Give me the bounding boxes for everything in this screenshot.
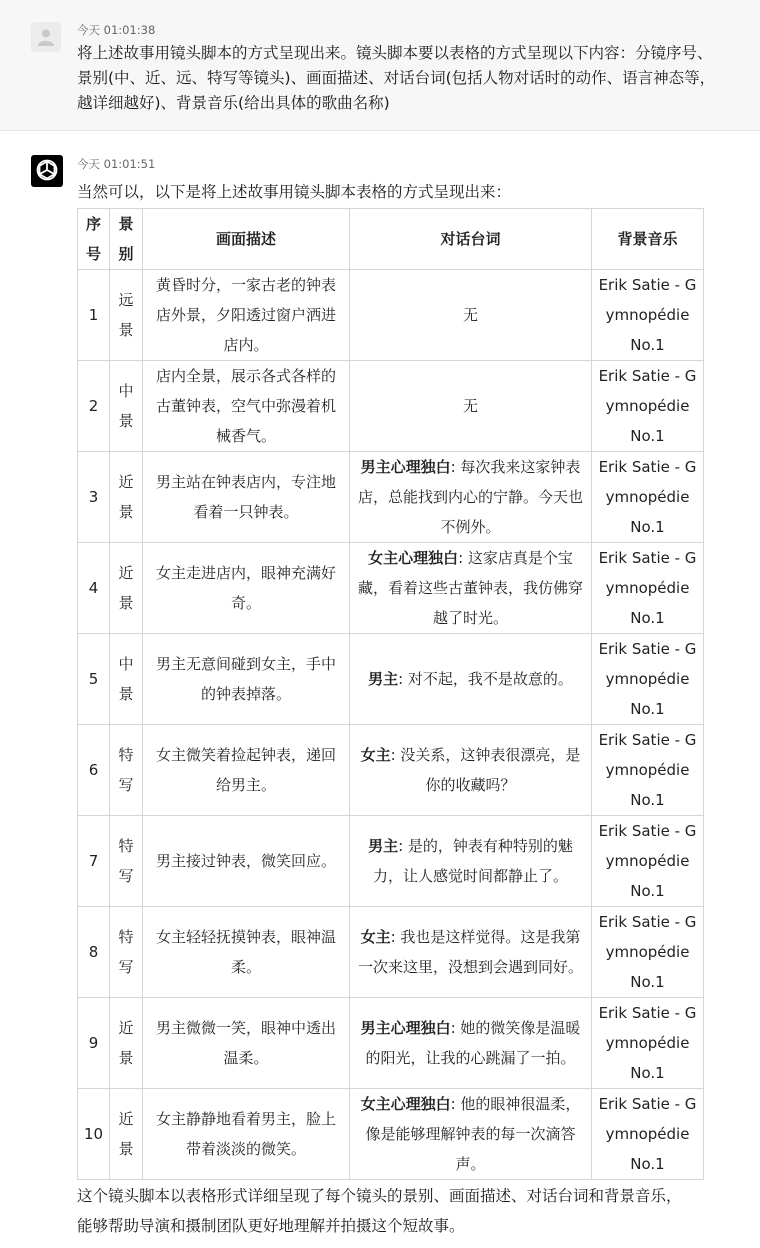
cell-shot: 特写 bbox=[110, 907, 143, 998]
cell-seq: 8 bbox=[78, 907, 110, 998]
cell-shot: 近景 bbox=[110, 452, 143, 543]
speaker: 男主 bbox=[368, 670, 399, 688]
dialog-line: 无 bbox=[462, 306, 478, 324]
cell-music: Erik Satie - Gymnopédie No.1 bbox=[592, 634, 704, 725]
cell-music: Erik Satie - Gymnopédie No.1 bbox=[592, 907, 704, 998]
cell-seq: 3 bbox=[78, 452, 110, 543]
shot-script-table bbox=[77, 208, 704, 1180]
cell-music: Erik Satie - Gymnopédie No.1 bbox=[592, 1089, 704, 1180]
speaker: 女主心理独白 bbox=[368, 549, 459, 567]
dialog-line: : 他的眼神很温柔，像是能够理解钟表的每一次滴答声。 bbox=[365, 1095, 581, 1173]
cell-dialog bbox=[350, 634, 592, 725]
cell-seq: 6 bbox=[78, 725, 110, 816]
assistant-avatar bbox=[31, 155, 63, 187]
cell-desc: 男主无意间碰到女主，手中的钟表掉落。 bbox=[143, 634, 350, 725]
cell-shot: 近景 bbox=[110, 1089, 143, 1180]
cell-desc: 女主微笑着捡起钟表，递回给男主。 bbox=[143, 725, 350, 816]
cell-music: Erik Satie - Gymnopédie No.1 bbox=[592, 816, 704, 907]
speaker: 女主 bbox=[360, 928, 391, 946]
cell-desc: 女主静静地看着男主，脸上带着淡淡的微笑。 bbox=[143, 1089, 350, 1180]
dialog-line: : 对不起，我不是故意的。 bbox=[398, 670, 573, 688]
cell-shot: 特写 bbox=[110, 725, 143, 816]
header-seq: 序号 bbox=[78, 209, 110, 270]
table-row bbox=[78, 907, 704, 998]
cell-desc: 男主微微一笑，眼神中透出温柔。 bbox=[143, 998, 350, 1089]
user-icon bbox=[38, 28, 54, 46]
cell-desc: 男主站在钟表店内，专注地看着一只钟表。 bbox=[143, 452, 350, 543]
dialog-line: : 我也是这样觉得。这是我第一次来这里，没想到会遇到同好。 bbox=[357, 928, 583, 976]
cell-dialog bbox=[350, 361, 592, 452]
cell-shot: 远景 bbox=[110, 270, 143, 361]
cell-music: Erik Satie - Gymnopédie No.1 bbox=[592, 452, 704, 543]
dialog-line: : 没关系，这钟表很漂亮，是你的收藏吗？ bbox=[390, 746, 581, 794]
assistant-message bbox=[0, 131, 760, 1248]
cell-dialog bbox=[350, 907, 592, 998]
table-row bbox=[78, 543, 704, 634]
dialog-line: : 这家店真是个宝藏，看着这些古董钟表，我仿佛穿越了时光。 bbox=[357, 549, 583, 627]
user-message bbox=[0, 0, 760, 131]
table-row bbox=[78, 1089, 704, 1180]
cell-music: Erik Satie - Gymnopédie No.1 bbox=[592, 543, 704, 634]
table-header-row bbox=[78, 209, 704, 270]
cell-shot: 中景 bbox=[110, 634, 143, 725]
table-row bbox=[78, 634, 704, 725]
user-timestamp: 今天 01:01:38 bbox=[77, 23, 156, 37]
speaker: 女主心理独白 bbox=[360, 1095, 451, 1113]
table-row bbox=[78, 452, 704, 543]
cell-seq: 2 bbox=[78, 361, 110, 452]
cell-seq: 4 bbox=[78, 543, 110, 634]
cell-shot: 近景 bbox=[110, 543, 143, 634]
speaker: 男主 bbox=[368, 837, 399, 855]
cell-shot: 特写 bbox=[110, 816, 143, 907]
table-row bbox=[78, 270, 704, 361]
cell-seq: 5 bbox=[78, 634, 110, 725]
cell-seq: 1 bbox=[78, 270, 110, 361]
speaker: 女主 bbox=[360, 746, 391, 764]
header-music: 背景音乐 bbox=[592, 209, 704, 270]
speaker: 男主心理独白 bbox=[360, 1019, 451, 1037]
dialog-line: : 她的微笑像是温暖的阳光，让我的心跳漏了一拍。 bbox=[365, 1019, 581, 1067]
cell-dialog bbox=[350, 816, 592, 907]
table-row bbox=[78, 361, 704, 452]
user-avatar bbox=[31, 22, 61, 52]
header-desc: 画面描述 bbox=[143, 209, 350, 270]
cell-shot: 中景 bbox=[110, 361, 143, 452]
cell-seq: 7 bbox=[78, 816, 110, 907]
cell-dialog bbox=[350, 1089, 592, 1180]
cell-dialog bbox=[350, 998, 592, 1089]
table-row bbox=[78, 725, 704, 816]
dialog-line: : 是的，钟表有种特别的魅力，让人感觉时间都静止了。 bbox=[372, 837, 573, 885]
cell-dialog bbox=[350, 452, 592, 543]
cell-desc: 黄昏时分，一家古老的钟表店外景，夕阳透过窗户洒进店内。 bbox=[143, 270, 350, 361]
cell-dialog bbox=[350, 725, 592, 816]
cell-music: Erik Satie - Gymnopédie No.1 bbox=[592, 998, 704, 1089]
cell-desc: 店内全景，展示各式各样的古董钟表，空气中弥漫着机械香气。 bbox=[143, 361, 350, 452]
cell-desc: 女主轻轻抚摸钟表，眼神温柔。 bbox=[143, 907, 350, 998]
openai-logo-icon bbox=[34, 158, 60, 184]
dialog-line: 无 bbox=[462, 397, 478, 415]
speaker: 男主心理独白 bbox=[360, 458, 451, 476]
assistant-outro: 这个镜头脚本以表格形式详细呈现了每个镜头的景别、画面描述、对话台词和背景音乐，能够帮助导演和摄制团队更好地理解并拍摄这个短故事。 bbox=[77, 1187, 682, 1235]
cell-seq: 9 bbox=[78, 998, 110, 1089]
cell-music: Erik Satie - Gymnopédie No.1 bbox=[592, 270, 704, 361]
header-dialog: 对话台词 bbox=[350, 209, 592, 270]
cell-shot: 近景 bbox=[110, 998, 143, 1089]
cell-desc: 男主接过钟表，微笑回应。 bbox=[143, 816, 350, 907]
cell-music: Erik Satie - Gymnopédie No.1 bbox=[592, 361, 704, 452]
header-shot: 景别 bbox=[110, 209, 143, 270]
cell-dialog bbox=[350, 543, 592, 634]
user-message-text: 将上述故事用镜头脚本的方式呈现出来。镜头脚本要以表格的方式呈现以下内容：分镜序号、景别(中、近、远、特写等镜头)、画面描述、对话台词(包括人物对话时的动作、语言神态等，越详细越好)、背景音乐(给出具体的歌曲名称) bbox=[77, 44, 716, 112]
assistant-timestamp: 今天 01:01:51 bbox=[77, 157, 156, 171]
cell-desc: 女主走进店内，眼神充满好奇。 bbox=[143, 543, 350, 634]
dialog-line: : 每次我来这家钟表店，总能找到内心的宁静。今天也不例外。 bbox=[357, 458, 583, 536]
table-row bbox=[78, 998, 704, 1089]
cell-dialog bbox=[350, 270, 592, 361]
cell-music: Erik Satie - Gymnopédie No.1 bbox=[592, 725, 704, 816]
assistant-intro: 当然可以，以下是将上述故事用镜头脚本表格的方式呈现出来： bbox=[77, 183, 512, 201]
cell-seq: 10 bbox=[78, 1089, 110, 1180]
table-row bbox=[78, 816, 704, 907]
